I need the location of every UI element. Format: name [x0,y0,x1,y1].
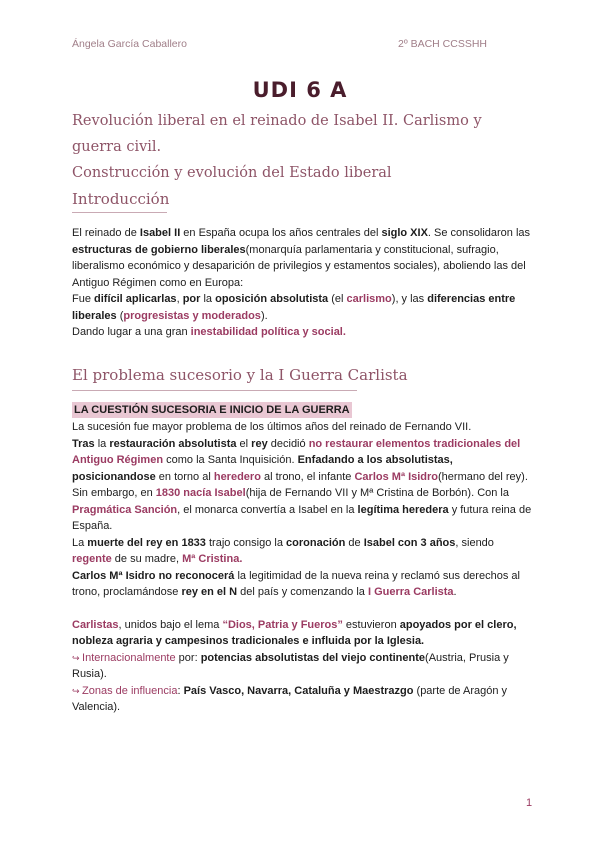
text-run: rey [251,437,268,450]
section2-subheading: LA CUESTIÓN SUCESORIA E INICIO DE LA GUERRA [74,404,350,416]
text-run: por [182,293,201,305]
text-run: Zonas de influencia [82,684,178,697]
text-run: Isabel II [139,227,181,239]
text-run: regente [72,553,112,565]
text-run: heredero [213,470,261,483]
text-run: progresistas y moderados [123,309,261,322]
text-run: apoyados por el clero, nobleza agraria y campesinos tradicionales e influida por la Iglesia. [72,618,517,647]
text-run: (el [328,293,347,305]
text-run: . Se consolidaron las [427,227,531,239]
text-run: “Dios, Patria y Fueros” [222,618,343,631]
text-run: Carlos Mª Isidro no reconocerá [72,569,235,582]
section2-bullet-zones [72,683,532,716]
section2-paragraph-4 [72,535,532,568]
text-run: , siendo [455,536,494,549]
intro-sentence-3 [72,324,532,341]
text-run: restauración absolutista [109,437,237,450]
text-run: siglo XIX [381,227,428,239]
text-run: no restaurar elementos tradicionales del Antiguo Régimen [72,437,521,466]
text-run: : [177,684,184,697]
text-run: (Austria, Prusia y Rusia). [72,651,509,680]
section2-body [72,419,532,716]
section2-heading: El problema sucesorio y la I Guerra Carlista [72,366,408,384]
intro-sentence-1 [72,225,532,291]
text-run: inestabilidad política y social. [190,326,346,338]
intro-sentence-2 [72,291,532,324]
text-run: al trono, el infante [260,470,355,483]
text-run: 1830 nacía Isabel [155,487,246,499]
intro-heading-underline [72,212,167,213]
text-run: Mª Cristina. [182,553,243,565]
intro-heading: Introducción [72,190,170,208]
text-run: diferencias entre liberales [72,293,516,322]
intro-paragraph [72,225,532,341]
text-run: rey en el N [181,586,238,598]
text-run: de su madre, [111,553,183,565]
text-run: El reinado de [72,227,140,239]
section2-paragraph-2 [72,436,532,486]
section2-paragraph-5 [72,568,532,601]
text-run: legítima heredera [357,503,449,516]
header-author: Ángela García Caballero [72,38,187,50]
text-run: País Vasco, Navarra, Cataluña y Maestrazgo [183,684,414,697]
text-run: de [345,536,364,549]
text-run: Carlistas [72,618,119,631]
text-run: La [72,536,88,549]
text-run: (hermano del rey). [438,470,528,483]
text-run: Pragmática Sanción [72,503,178,516]
text-run: carlismo [346,293,392,305]
text-run: el [236,437,252,450]
text-run: La sucesión fue mayor problema de los últimos años del reinado de Fernando VII. [72,421,472,433]
text-run: la [200,293,216,305]
text-run: Internacionalmente [82,651,176,664]
document-subtitle [72,108,532,186]
text-run: Isabel con 3 años [363,536,456,549]
text-run: en España ocupa los años centrales del [180,227,382,239]
text-run: ( [116,309,124,322]
text-run: ↪ [72,652,83,663]
text-run: la [94,437,110,450]
text-run: ). [260,309,268,322]
text-run: estuvieron [342,618,400,631]
subtitle-line-1: Revolución liberal en el reinado de Isabel II. Carlismo y guerra civil. [72,113,482,155]
text-run: , [176,293,183,305]
section2-paragraph-3 [72,485,532,535]
text-run: . [453,586,457,598]
text-run: Tras [72,437,95,450]
header-course: 2º BACH CCSSHH [398,38,488,50]
text-run: difícil aplicarlas [94,293,177,305]
section2-heading-underline [72,390,357,391]
text-run: (parte de Aragón y Valencia). [72,684,508,713]
text-run: Enfadando a los absolutistas, posicionandose [72,454,453,483]
text-run: decidió [267,437,309,450]
text-run: la legitimidad de la nueva reina y reclamó sus derechos al trono, proclamándose [72,569,520,598]
section2-bullet-international [72,650,532,683]
text-run: y futura reina de España. [72,503,532,532]
text-run: (monarquía parlamentaria y constitucional, sufragio, liberalismo económico y desaparición de privilegios y estamentos sociales), aboliendo las del Antiguo Régimen como en Europa: [72,243,526,289]
text-run: potencias absolutistas del viejo continente [200,651,426,664]
text-run: trajo consigo la [205,536,287,549]
page-number: 1 [526,797,533,809]
text-run: Sin embargo, en [72,487,156,499]
section2-paragraph-6 [72,617,532,650]
text-run: Carlos Mª Isidro [354,470,439,483]
text-run: I Guerra Carlista [367,586,454,598]
section2-paragraph-1 [72,419,532,436]
text-run: oposición absolutista [215,293,329,305]
document-title: UDI 6 A [252,78,348,102]
text-run: del país y comenzando la [237,586,368,598]
text-run: en torno al [155,470,214,483]
text-run: como la Santa Inquisición. [163,454,298,466]
text-run: muerte del rey en 1833 [87,536,206,549]
text-run: , unidos bajo el lema [118,618,223,631]
text-run: estructuras de gobierno liberales [72,243,246,256]
text-run: Dando lugar a una gran [72,326,191,338]
text-run: ), y las [391,293,428,305]
text-run: ↪ [72,685,83,696]
subtitle-line-2: Construcción y evolución del Estado liberal [72,165,392,181]
text-run: , el monarca convertía a Isabel en la [177,503,358,516]
text-run: (hija de Fernando VII y Mª Cristina de Borbón). Con la [245,487,509,499]
text-run: Fue [72,293,95,305]
text-run: por: [175,651,201,664]
text-run: coronación [286,536,346,549]
